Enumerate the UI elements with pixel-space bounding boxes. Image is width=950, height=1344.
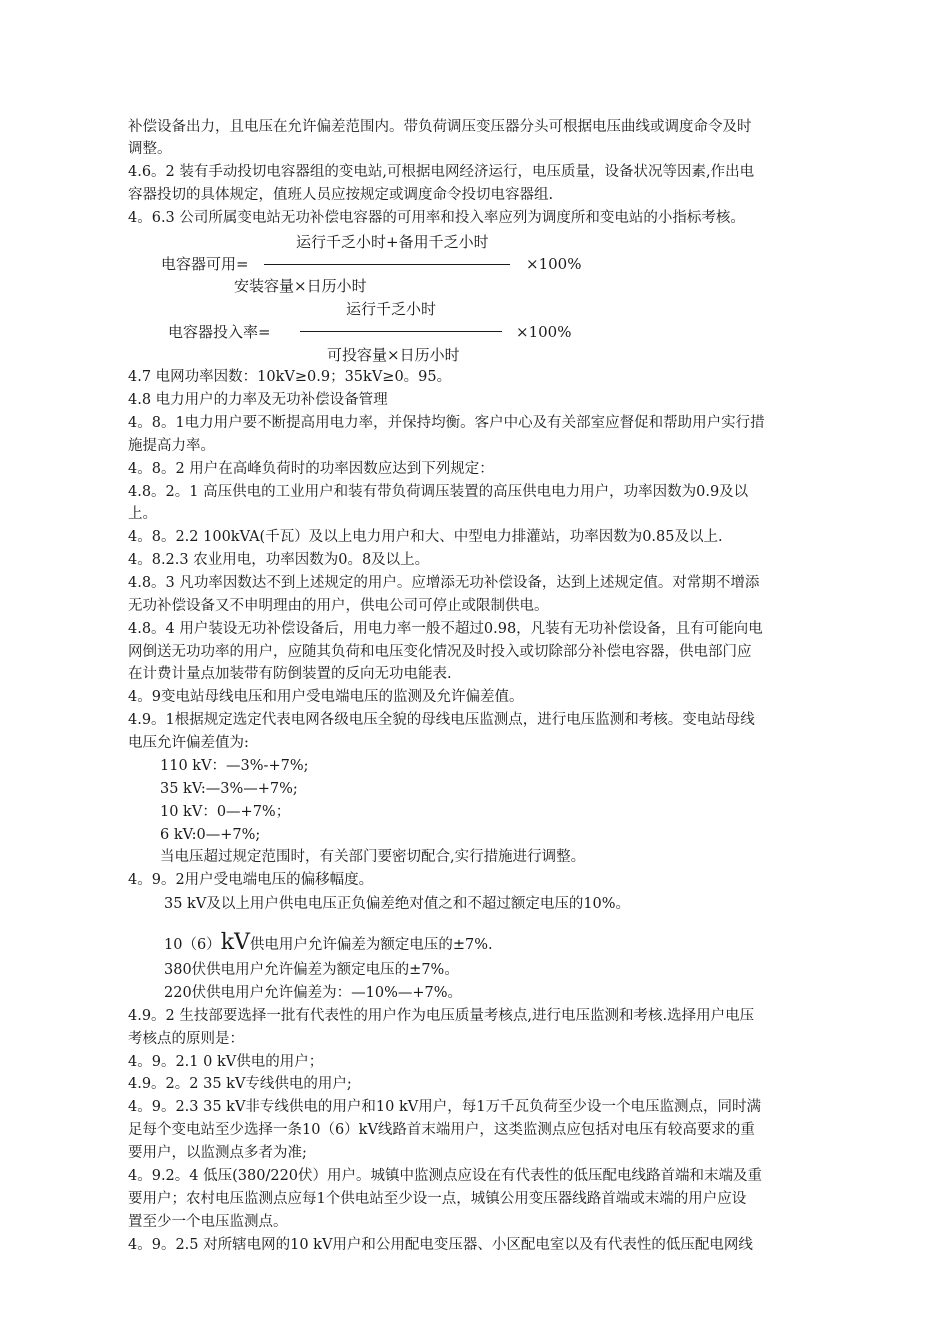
text-line: 4。8。2.2 100kVA(千瓦）及以上电力用户和大、中型电力排灌站，功率因数为0.85及以上. <box>128 529 723 545</box>
text-line: 上。 <box>128 506 157 522</box>
kv-unit: kV <box>220 930 250 955</box>
text-line: 调整。 <box>128 141 172 157</box>
limit-line: 10 kV：0—+7%； <box>160 804 291 820</box>
fraction-bar <box>264 264 510 265</box>
text-line: 置至少一个电压监测点。 <box>128 1214 288 1230</box>
formula-multiplier: ×100% <box>526 255 582 273</box>
fraction-bar <box>300 331 502 332</box>
text-line: 4。8.2.3 农业用电，功率因数为0。8及以上。 <box>128 552 430 568</box>
text-line: 要用户；农村电压监测点应每1个供电站至少设一点，城镇公用变压器线路首端或末端的用户应设 <box>128 1191 747 1207</box>
text-line: 4。9。2.1 0 kV供电的用户； <box>128 1054 324 1070</box>
formula-numerator: 运行千乏小时+备用千乏小时 <box>296 233 489 251</box>
formula-multiplier: ×100% <box>516 323 572 341</box>
limit-line: 6 kV:0—+7%; <box>160 827 261 843</box>
text-line: 4。9.2。4 低压(380/220伏）用户。城镇中监测点应设在有代表性的低压配电线路首端和末端及重 <box>128 1168 763 1184</box>
text-line: 足每个变电站至少选择一条10（6）kV线路首末端用户，这类监测点应包括对电压有较高要求的重 <box>128 1122 755 1138</box>
formula-label: 电容器投入率= <box>168 323 271 341</box>
limit-line: 35 kV及以上用户供电电压正负偏差绝对值之和不超过额定电压的10%。 <box>164 896 631 912</box>
limit-line: 380伏供电用户允许偏差为额定电压的±7%。 <box>164 962 459 978</box>
text-line: 施提高力率。 <box>128 438 215 454</box>
formula-denominator: 可投容量×日历小时 <box>327 346 460 364</box>
text-line: 4.8。4 用户装设无功补偿设备后，用电力率一般不超过0.98，凡装有无功补偿设备，且有可能向电 <box>128 621 763 637</box>
text-line: 4。8。1电力用户要不断提高用电力率，并保持均衡。客户中心及有关部室应督促和帮助用户实行措 <box>128 415 765 431</box>
text-line: 当电压超过规定范围时，有关部门要密切配合,实行措施进行调整。 <box>160 849 586 865</box>
text-line: 考核点的原则是： <box>128 1031 244 1047</box>
limit-prefix: 10（6） <box>164 937 221 953</box>
text-line: 4.9。2 生技部要选择一批有代表性的用户作为电压质量考核点,进行电压监测和考核.选择用户电压 <box>128 1008 755 1024</box>
text-line: 补偿设备出力，且电压在允许偏差范围内。带负荷调压变压器分头可根据电压曲线或调度命令及时 <box>128 119 752 135</box>
text-line: 4.9。1根据规定选定代表电网各级电压全貌的母线电压监测点，进行电压监测和考核。变电站母线 <box>128 712 755 728</box>
limit-line: 110 kV：—3%-+7%; <box>160 758 309 774</box>
section-heading: 4。9变电站母线电压和用户受电端电压的监测及允许偏差值。 <box>128 689 524 705</box>
section-heading: 4.8 电力用户的力率及无功补偿设备管理 <box>128 392 388 408</box>
text-line: 4。9。2.3 35 kV非专线供电的用户和10 kV用户，每1万千瓦负荷至少设一个电压监测点，同时满 <box>128 1099 761 1115</box>
limit-suffix: 供电用户允许偏差为额定电压的±7%. <box>249 937 493 953</box>
text-line: 4。9。2.5 对所辖电网的10 kV用户和公用配电变压器、小区配电室以及有代表性的低压配电网线 <box>128 1237 753 1253</box>
text-line: 4.8。3 凡功率因数达不到上述规定的用户。应增添无功补偿设备，达到上述规定值。对常期不增添 <box>128 575 760 591</box>
text-line: 容器投切的具体规定，值班人员应按规定或调度命令投切电容器组. <box>128 187 554 203</box>
text-line: 在计费计量点加装带有防倒装置的反向无功电能表. <box>128 666 452 682</box>
text-line: 4。8。2 用户在高峰负荷时的功率因数应达到下列规定： <box>128 461 494 477</box>
limit-line <box>164 930 904 958</box>
text-line: 4.7 电网功率因数：10kV≥0.9；35kV≥0。95。 <box>128 369 452 385</box>
formula-denominator: 安装容量×日历小时 <box>234 277 367 295</box>
text-line: 电压允许偏差值为: <box>128 735 249 751</box>
limit-line: 35 kV:—3%—+7%; <box>160 781 298 797</box>
formula-label: 电容器可用= <box>161 255 249 273</box>
text-line: 4.9。2。2 35 kV专线供电的用户; <box>128 1076 352 1092</box>
formula-numerator: 运行千乏小时 <box>346 300 437 318</box>
text-line: 4.6。2 装有手动投切电容器组的变电站,可根据电网经济运行，电压质量，设备状况等因素,作出电 <box>128 164 755 180</box>
text-line: 要用户，以监测点多者为准; <box>128 1145 307 1161</box>
section-heading: 4。9。2用户受电端电压的偏移幅度。 <box>128 872 374 888</box>
text-line: 4。6.3 公司所属变电站无功补偿电容器的可用率和投入率应列为调度所和变电站的小指标考核。 <box>128 210 745 226</box>
text-line: 4.8。2。1 高压供电的工业用户和装有带负荷调压装置的高压供电电力用户，功率因数为0.9及以 <box>128 484 749 500</box>
text-line: 网倒送无功功率的用户，应随其负荷和电压变化情况及时投入或切除部分补偿电容器，供电部门应 <box>128 644 752 660</box>
limit-line: 220伏供电用户允许偏差为：—10%—+7%。 <box>164 985 463 1001</box>
text-line: 无功补偿设备又不申明理由的用户，供电公司可停止或限制供电。 <box>128 598 549 614</box>
